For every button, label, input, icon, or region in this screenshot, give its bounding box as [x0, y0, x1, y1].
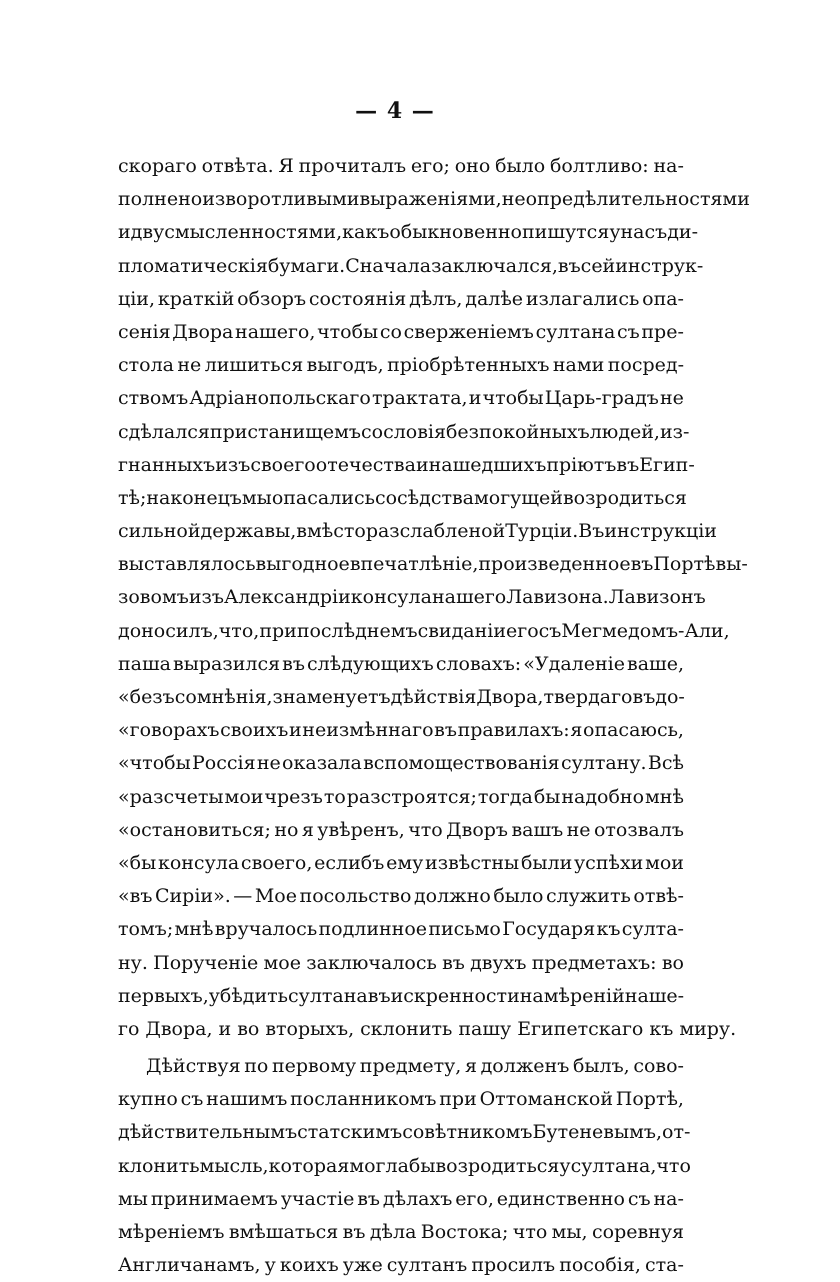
- word: что: [408, 818, 443, 841]
- word: я: [570, 719, 583, 742]
- word: инструкціи: [604, 520, 717, 543]
- text-line: [118, 349, 684, 382]
- word: Дѣйствуя: [146, 1055, 241, 1078]
- word: ди-: [667, 221, 699, 244]
- text-line: [118, 416, 690, 449]
- word: «въ: [118, 885, 153, 908]
- word: дѣлъ,: [409, 287, 463, 310]
- word: пашу: [458, 1017, 512, 1040]
- word: въ: [367, 984, 391, 1007]
- text-line: [118, 880, 684, 913]
- word: въ: [557, 254, 581, 277]
- word: сово-: [633, 1055, 684, 1078]
- word: обыкновенно: [389, 221, 522, 244]
- word: у: [609, 221, 621, 244]
- text-line: [118, 1116, 691, 1149]
- word: излагались: [525, 287, 640, 310]
- word: слѣдующихъ: [307, 652, 434, 675]
- word: «Удаленіе: [523, 652, 625, 675]
- word: вручалось: [214, 918, 318, 941]
- word: Оттоманской: [479, 1088, 613, 1111]
- text-line: [118, 681, 684, 714]
- word: Двора,: [476, 686, 544, 708]
- word: убѣдить: [208, 984, 289, 1007]
- word: знаменуетъ: [272, 686, 391, 708]
- text-line: [118, 1216, 684, 1249]
- word: изъ: [188, 586, 224, 609]
- word: бумаги.: [267, 254, 346, 277]
- word: «говорахъ: [118, 719, 220, 742]
- word: не: [177, 354, 202, 377]
- word: письмо: [428, 918, 501, 941]
- word: безпокойныхъ: [445, 420, 590, 443]
- word: Всѣ: [647, 752, 684, 775]
- word: служить: [545, 885, 631, 908]
- word: въ: [616, 453, 640, 476]
- word: намѣреній: [519, 984, 625, 1007]
- word: вспомоществованія: [363, 752, 560, 775]
- word: просилъ: [471, 1254, 556, 1277]
- word: сильной: [118, 520, 201, 543]
- word: дѣла: [369, 1221, 417, 1243]
- word: мысль,: [199, 1154, 269, 1177]
- word: двухъ: [470, 951, 527, 974]
- word: словахъ:: [435, 652, 522, 675]
- word: заключалось: [306, 951, 437, 974]
- word: Дворъ: [446, 818, 509, 841]
- word: изъ: [215, 453, 251, 476]
- word: Егип-: [639, 453, 695, 476]
- word: ціи,: [118, 287, 155, 310]
- text-line: [118, 515, 717, 548]
- word: сей: [580, 254, 616, 277]
- page-number: — 4 —: [355, 98, 435, 124]
- word: не: [660, 387, 684, 410]
- word: нашимъ: [206, 1088, 288, 1111]
- word: состоянія: [308, 287, 407, 310]
- word: я: [464, 1055, 477, 1078]
- word: мы,: [551, 1221, 588, 1243]
- word: которая: [268, 1154, 350, 1177]
- word: Россія: [191, 752, 256, 775]
- word: нашего,: [235, 320, 316, 343]
- word: мы: [118, 1187, 148, 1210]
- word: дѣйствительнымъ: [118, 1121, 298, 1144]
- word: разстроятся;: [346, 785, 477, 808]
- word: своихъ: [220, 719, 289, 742]
- word: твердаго: [543, 686, 633, 708]
- word: и: [118, 221, 131, 244]
- word: го: [118, 1017, 140, 1040]
- word: нашего: [431, 586, 507, 609]
- word: предметахъ:: [531, 951, 657, 974]
- word: «чтобы: [118, 752, 191, 775]
- word: —: [233, 885, 253, 908]
- text-line: [118, 216, 699, 249]
- word: во: [237, 1017, 260, 1040]
- word: заключался,: [431, 254, 558, 277]
- word: Сначала: [345, 254, 432, 277]
- word: Портѣ,: [615, 1088, 684, 1111]
- word: до-: [655, 686, 685, 708]
- word: сосѣдства: [374, 486, 474, 509]
- word: ствомъ: [118, 387, 189, 410]
- word: то: [323, 785, 346, 808]
- word: двусмысленностями,: [130, 221, 343, 244]
- word: и: [468, 387, 482, 410]
- word: статскимъ: [297, 1121, 403, 1144]
- word: скораго: [118, 155, 197, 177]
- word: выгодъ,: [306, 354, 384, 377]
- word: Двора,: [145, 1017, 213, 1040]
- text-line: [118, 947, 684, 980]
- word: Мегмедомъ-Али,: [561, 619, 730, 642]
- word: людей,: [589, 420, 660, 443]
- text-line: [118, 648, 684, 681]
- word: опасаюсь,: [583, 719, 684, 742]
- word: Портѣ: [653, 553, 716, 576]
- word: Царь-градъ: [544, 387, 659, 410]
- word: возродиться: [435, 1154, 560, 1177]
- word: надобно: [561, 785, 645, 808]
- word: нашедшихъ: [428, 453, 547, 476]
- word: неопредѣлительностями: [501, 188, 750, 211]
- word: въ: [434, 719, 457, 742]
- word: къ: [596, 918, 621, 941]
- word: Лавизона.: [506, 586, 609, 609]
- word: опасались: [271, 486, 375, 509]
- word: у: [559, 1154, 571, 1177]
- word: Александріи: [223, 586, 351, 609]
- text-line: [118, 548, 748, 581]
- word: мое: [263, 951, 301, 974]
- word: и: [288, 719, 302, 742]
- word: искренности: [390, 984, 520, 1007]
- word: произведенное: [478, 553, 631, 576]
- word: сословія: [360, 420, 446, 443]
- word: Сиріи».: [154, 885, 231, 908]
- word: Востока;: [420, 1221, 509, 1243]
- word: еслибъ: [314, 851, 385, 874]
- word: въ: [357, 1187, 381, 1210]
- word: выставлялось: [118, 553, 256, 576]
- word: Двора: [172, 320, 234, 343]
- word: къ: [649, 1017, 674, 1040]
- word: какъ: [342, 221, 390, 244]
- word: вмѣсто: [296, 520, 366, 543]
- text-line: [118, 1083, 684, 1116]
- word: мнѣ: [174, 918, 214, 941]
- word: съ: [616, 320, 640, 343]
- word: извѣстны: [425, 851, 520, 874]
- text-line: [118, 1013, 737, 1046]
- word: Лавизонъ: [608, 586, 706, 609]
- word: при: [259, 619, 297, 642]
- word: не: [566, 818, 591, 841]
- word: могущей: [474, 486, 563, 509]
- word: своего,: [240, 851, 313, 874]
- word: выраженіями,: [359, 188, 502, 211]
- word: коихъ: [279, 1254, 339, 1277]
- word: ваше,: [627, 652, 684, 675]
- word: из-: [659, 420, 690, 443]
- body-text: [118, 150, 750, 1282]
- word: султанъ: [386, 1254, 468, 1277]
- word: томъ;: [118, 918, 174, 941]
- word: подлинное: [318, 918, 428, 941]
- word: выразился: [173, 652, 281, 675]
- word: оказала: [282, 752, 362, 775]
- word: от-: [662, 1121, 691, 1144]
- word: отвѣ-: [633, 885, 684, 908]
- text-line: [118, 250, 704, 283]
- word: не: [256, 752, 281, 775]
- word: Я: [278, 155, 294, 177]
- word: принимаемъ: [150, 1187, 278, 1210]
- text-line: [118, 814, 684, 847]
- word: Турціи.: [505, 520, 579, 543]
- word: его;: [410, 155, 450, 177]
- word: участіе: [280, 1187, 355, 1210]
- word: пломатическія: [118, 254, 268, 277]
- word: у: [264, 1254, 276, 1277]
- word: возродиться: [562, 486, 687, 509]
- word: съ: [538, 619, 562, 642]
- word: «бы: [118, 851, 157, 874]
- word: пособія,: [559, 1254, 641, 1277]
- word: послѣднемъ: [296, 619, 418, 642]
- word: и: [415, 453, 429, 476]
- word: въ: [630, 553, 654, 576]
- word: тогда: [477, 785, 533, 808]
- text-line: [118, 913, 684, 946]
- word: единственно: [496, 1187, 625, 1210]
- word: державы,: [200, 520, 297, 543]
- word: вмѣшаться: [228, 1221, 339, 1243]
- word: должно: [413, 885, 491, 908]
- word: мы: [241, 486, 272, 509]
- word: свиданіи: [417, 619, 506, 642]
- word: ему: [386, 851, 424, 874]
- word: наше-: [624, 984, 685, 1007]
- word: Англичанамъ,: [118, 1254, 261, 1277]
- text-line: [118, 1249, 684, 1282]
- word: пристанищемъ: [209, 420, 361, 443]
- word: въ: [282, 652, 305, 675]
- word: съ: [627, 1187, 651, 1210]
- word: нами: [552, 354, 605, 377]
- word: на-: [653, 155, 684, 177]
- word: чтобы: [482, 387, 544, 410]
- word: уже: [342, 1254, 383, 1277]
- word: лишиться: [204, 354, 304, 377]
- word: увѣренъ,: [317, 818, 405, 841]
- word: прочиталъ: [298, 155, 407, 177]
- text-line: [118, 1150, 691, 1183]
- text-line: [118, 714, 684, 747]
- word: было: [493, 885, 544, 908]
- text-line: [118, 781, 684, 814]
- word: болтливо:: [549, 155, 649, 177]
- text-line: [118, 1050, 684, 1083]
- word: мѣреніемъ: [118, 1221, 225, 1243]
- word: въ: [442, 951, 465, 974]
- text-line: [118, 482, 687, 515]
- word: мои: [645, 851, 684, 874]
- word: Мое: [254, 885, 297, 908]
- word: Бутеневымъ,: [532, 1121, 662, 1144]
- word: были: [520, 851, 573, 874]
- word: въ: [632, 686, 656, 708]
- word: ну.: [118, 951, 148, 974]
- word: полнено: [118, 188, 203, 211]
- word: разслабленой: [365, 520, 506, 543]
- word: посольство: [299, 885, 412, 908]
- word: что: [512, 1221, 548, 1243]
- word: склонить: [360, 1017, 453, 1040]
- word: по: [244, 1055, 269, 1078]
- word: зовомъ: [118, 586, 189, 609]
- word: сверженіемъ: [403, 320, 534, 343]
- text-line: [118, 183, 750, 216]
- word: мои: [224, 785, 264, 808]
- word: на-: [653, 1187, 684, 1210]
- word: султана: [288, 984, 368, 1007]
- word: Египетскаго: [517, 1017, 644, 1040]
- word: бы: [408, 1154, 436, 1177]
- word: первыхъ,: [118, 984, 209, 1007]
- word: былъ,: [572, 1055, 630, 1078]
- text-line: [118, 980, 684, 1013]
- word: его: [506, 619, 539, 642]
- word: паша: [118, 652, 171, 675]
- word: отозвалъ: [593, 818, 684, 841]
- word: правилахъ:: [457, 719, 570, 742]
- word: «разсчеты: [118, 785, 224, 808]
- word: доносилъ,: [118, 619, 219, 642]
- word: долженъ: [480, 1055, 570, 1078]
- word: тѣ;: [118, 486, 147, 509]
- word: гнанныхъ: [118, 453, 216, 476]
- word: консула: [157, 851, 240, 874]
- word: консула: [350, 586, 432, 609]
- word: «остановиться;: [118, 818, 271, 841]
- word: выгодное: [255, 553, 350, 576]
- word: впечатлѣніе,: [349, 553, 479, 576]
- word: трактата,: [371, 387, 468, 410]
- text-line: [118, 615, 730, 648]
- word: сдѣлался: [118, 420, 210, 443]
- word: стола: [118, 354, 174, 377]
- word: успѣхи: [574, 851, 644, 874]
- word: и: [218, 1017, 232, 1040]
- word: сенія: [118, 320, 171, 343]
- word: во: [661, 951, 684, 974]
- word: Порученіе: [153, 951, 259, 974]
- word: султана,: [570, 1154, 657, 1177]
- word: было: [495, 155, 546, 177]
- word: но: [274, 818, 299, 841]
- word: пріобрѣтенныхъ: [387, 354, 550, 377]
- word: султана: [535, 320, 616, 343]
- word: отечества: [315, 453, 416, 476]
- text-line: [118, 1183, 684, 1216]
- word: бы: [533, 785, 561, 808]
- word: изворотливыми: [202, 188, 360, 211]
- word: султа-: [621, 918, 684, 941]
- word: оно: [454, 155, 491, 177]
- word: чтобы: [317, 320, 379, 343]
- word: купно: [118, 1088, 178, 1111]
- word: дѣйствія: [390, 686, 477, 708]
- word: инструк-: [615, 254, 704, 277]
- text-line: [118, 150, 684, 183]
- word: Адріанопольскаго: [189, 387, 371, 410]
- text-line: [118, 382, 684, 415]
- word: обзоръ: [237, 287, 307, 310]
- word: клонить: [118, 1154, 200, 1177]
- word: я: [301, 818, 314, 841]
- word: посланникомъ: [290, 1088, 437, 1111]
- word: при: [439, 1088, 477, 1111]
- word: султану.: [560, 752, 647, 775]
- word: чрезъ: [264, 785, 323, 808]
- word: отвѣта.: [201, 155, 274, 177]
- word: совѣтникомъ: [402, 1121, 533, 1144]
- word: что,: [218, 619, 260, 642]
- word: со: [379, 320, 402, 343]
- word: миру.: [679, 1017, 737, 1040]
- word: насъ: [620, 221, 668, 244]
- word: пре-: [641, 320, 684, 343]
- word: пишутся: [522, 221, 610, 244]
- word: сомнѣнія,: [174, 686, 273, 708]
- word: «безъ: [118, 686, 175, 708]
- word: краткій: [157, 287, 235, 310]
- word: вашъ: [511, 818, 564, 841]
- word: опа-: [642, 287, 684, 310]
- word: въ: [342, 1221, 366, 1243]
- word: неизмѣннаго: [302, 719, 434, 742]
- word: первому: [271, 1055, 357, 1078]
- word: далѣе: [465, 287, 524, 310]
- word: ста-: [645, 1254, 684, 1277]
- text-line: [118, 847, 684, 880]
- word: могла: [349, 1154, 409, 1177]
- word: вы-: [715, 553, 748, 576]
- text-line: [118, 449, 695, 482]
- word: наконецъ: [146, 486, 242, 509]
- word: что: [656, 1154, 691, 1177]
- text-line: [118, 316, 684, 349]
- word: пріютъ: [546, 453, 617, 476]
- word: Государя: [502, 918, 596, 941]
- word: предмету,: [359, 1055, 462, 1078]
- word: посред-: [607, 354, 684, 377]
- word: съ: [180, 1088, 204, 1111]
- text-line: [118, 747, 684, 780]
- word: Въ: [578, 520, 605, 543]
- text-line: [118, 581, 706, 614]
- word: соревнуя: [591, 1221, 684, 1243]
- word: мнѣ: [645, 785, 684, 808]
- text-line: [118, 283, 684, 316]
- word: вторыхъ,: [265, 1017, 355, 1040]
- word: своего: [250, 453, 316, 476]
- word: дѣлахъ: [382, 1187, 453, 1210]
- word: его,: [455, 1187, 494, 1210]
